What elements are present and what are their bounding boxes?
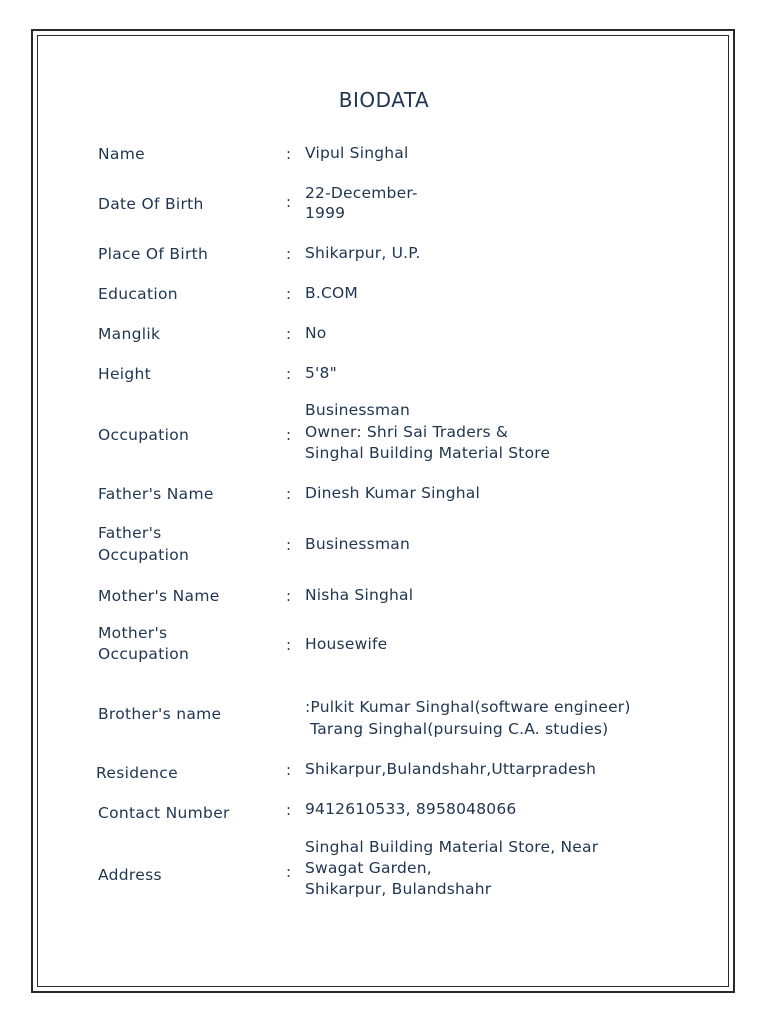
row-value-line: 1999 — [305, 204, 346, 222]
row-label: Place Of Birth — [98, 245, 209, 263]
row-colon: : — [286, 145, 292, 163]
row-colon: : — [286, 193, 292, 211]
row-value-line: Nisha Singhal — [305, 586, 414, 604]
row-label: Father's Name — [98, 485, 214, 503]
row-value-line: :Pulkit Kumar Singhal(software engineer) — [305, 698, 631, 716]
row-value — [305, 483, 665, 503]
row-value-line: 22-December- — [305, 184, 418, 202]
row-colon: : — [286, 863, 292, 881]
row-value — [305, 183, 665, 223]
row-value — [305, 634, 665, 654]
row-colon: : — [286, 485, 292, 503]
row-value — [305, 585, 665, 605]
row-value — [305, 400, 665, 464]
row-colon: : — [286, 426, 292, 444]
row-label: Date Of Birth — [98, 195, 204, 213]
row-value — [305, 363, 665, 383]
row-colon: : — [286, 536, 292, 554]
row-label-line: Occupation — [98, 546, 190, 564]
row-label: Residence — [96, 764, 178, 782]
row-label: Education — [98, 285, 178, 303]
row-label: Contact Number — [98, 804, 230, 822]
row-value — [305, 837, 665, 900]
row-colon: : — [286, 587, 292, 605]
row-value-line: Businessman — [305, 535, 410, 553]
row-value-line: Dinesh Kumar Singhal — [305, 484, 480, 502]
row-colon: : — [286, 801, 292, 819]
row-value — [305, 323, 665, 343]
row-colon: : — [286, 761, 292, 779]
row-value-line: Housewife — [305, 635, 388, 653]
row-colon: : — [286, 285, 292, 303]
row-colon: : — [286, 365, 292, 383]
row-value — [305, 283, 665, 303]
row-value-line: Swagat Garden, — [305, 859, 432, 877]
row-label-line: Father's — [98, 524, 162, 542]
row-value — [305, 799, 665, 819]
row-label: Manglik — [98, 325, 161, 343]
row-colon: : — [286, 325, 292, 343]
row-colon: : — [286, 245, 292, 263]
row-value-line: Shikarpur,Bulandshahr,Uttarpradesh — [305, 760, 597, 778]
row-value-line: Shikarpur, U.P. — [305, 244, 421, 262]
row-value-line: Businessman — [305, 401, 410, 419]
row-value — [305, 243, 665, 263]
row-value-line: Shikarpur, Bulandshahr — [305, 880, 492, 898]
row-label: Address — [98, 866, 162, 884]
row-label — [98, 522, 278, 566]
row-value-line: Owner: Shri Sai Traders & — [305, 423, 509, 441]
row-value — [305, 143, 665, 163]
row-value-line: Singhal Building Material Store, Near — [305, 838, 599, 856]
row-value-line: Vipul Singhal — [305, 144, 409, 162]
row-label: Name — [98, 145, 145, 163]
row-label: Height — [98, 365, 152, 383]
row-colon: : — [286, 636, 292, 654]
row-value-line: No — [305, 324, 327, 342]
row-label: Occupation — [98, 426, 190, 444]
row-value-line: B.COM — [305, 284, 358, 302]
row-value — [305, 759, 665, 779]
row-value-line: 9412610533, 8958048066 — [305, 800, 517, 818]
row-value-line: 5'8" — [305, 364, 337, 382]
row-value-line: Tarang Singhal(pursuing C.A. studies) — [305, 720, 609, 738]
row-label-line: Mother's — [98, 624, 168, 642]
row-value — [305, 534, 665, 554]
row-value-line: Singhal Building Material Store — [305, 444, 551, 462]
row-label: Brother's name — [98, 705, 222, 723]
row-label-line: Occupation — [98, 645, 190, 663]
row-value — [305, 696, 665, 740]
row-label: Mother's Name — [98, 587, 220, 605]
row-label — [98, 623, 278, 665]
page-title: BIODATA — [338, 88, 430, 112]
